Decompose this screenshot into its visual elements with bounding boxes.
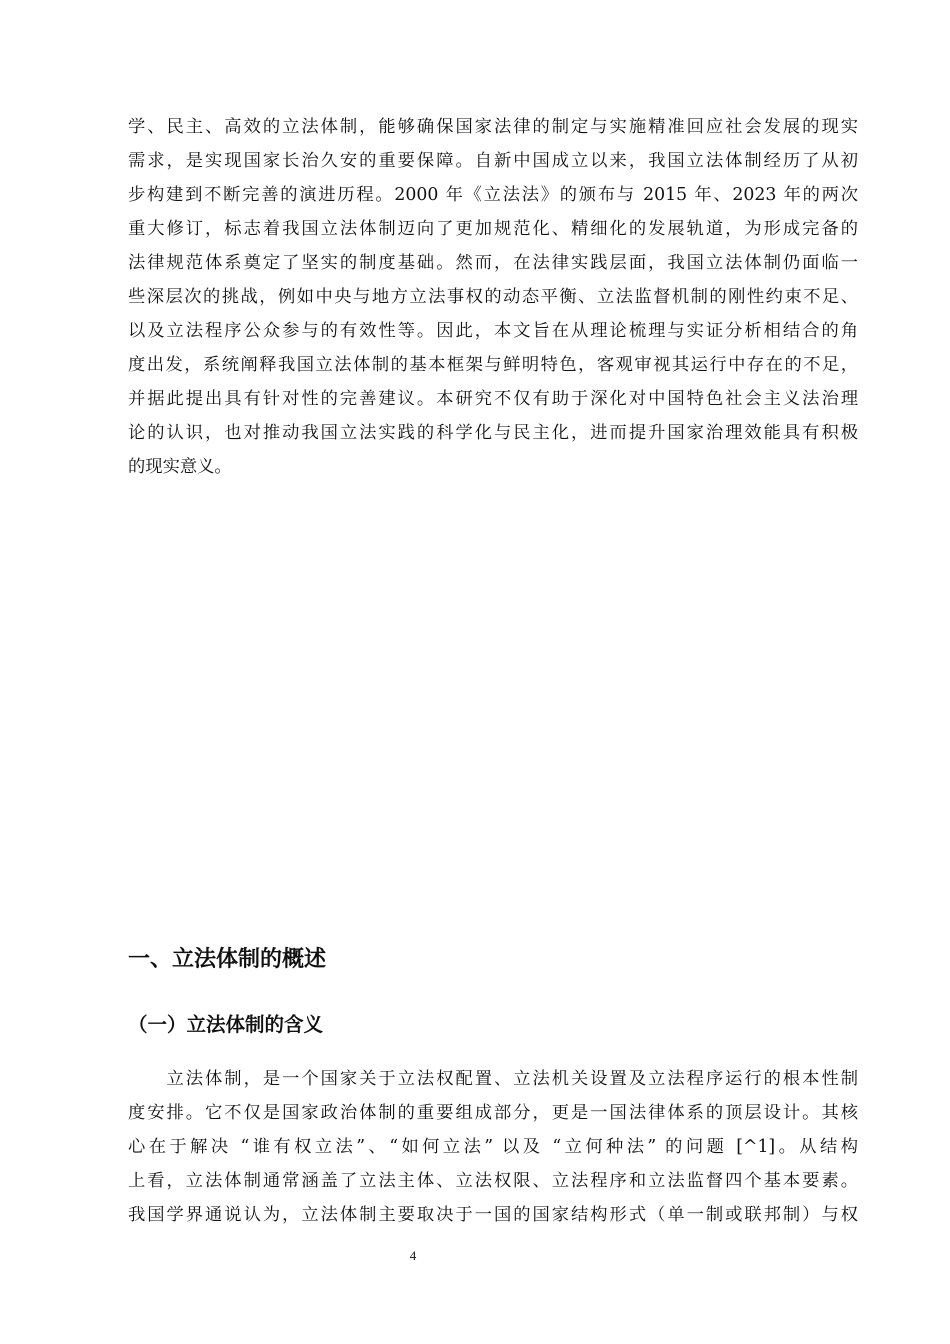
body-paragraph-line: 上看，立法体制通常涵盖了立法主体、立法权限、立法程序和立法监督四个基本要素。 (128, 1171, 858, 1191)
intro-paragraph-line: 些深层次的挑战，例如中央与地方立法事权的动态平衡、立法监督机制的刚性约束不足、 (128, 287, 858, 307)
intro-paragraph-line: 法律规范体系奠定了坚实的制度基础。然而，在法律实践层面，我国立法体制仍面临一 (128, 253, 858, 273)
intro-paragraph-line: 论的认识，也对推动我国立法实践的科学化与民主化，进而提升国家治理效能具有积极 (128, 423, 858, 443)
body-paragraph-line: 我国学界通说认为，立法体制主要取决于一国的国家结构形式（单一制或联邦制）与权 (128, 1205, 858, 1225)
intro-paragraph-line: 重大修订，标志着我国立法体制迈向了更加规范化、精细化的发展轨道，为形成完备的 (128, 219, 858, 239)
section-heading: 一、立法体制的概述 (128, 947, 327, 972)
body-paragraph-line: 度安排。它不仅是国家政治体制的重要组成部分，更是一国法律体系的顶层设计。其核 (128, 1103, 858, 1123)
intro-paragraph-line: 度出发，系统阐释我国立法体制的基本框架与鲜明特色，客观审视其运行中存在的不足， (128, 355, 858, 375)
body-paragraph-line: 立法体制，是一个国家关于立法权配置、立法机关设置及立法程序运行的根本性制 (128, 1069, 858, 1089)
page-number: 4 (409, 1248, 417, 1263)
intro-paragraph-line: 学、民主、高效的立法体制，能够确保国家法律的制定与实施精准回应社会发展的现实 (128, 117, 858, 137)
intro-paragraph-line: 以及立法程序公众参与的有效性等。因此，本文旨在从理论梳理与实证分析相结合的角 (128, 321, 858, 341)
intro-paragraph-line: 并据此提出具有针对性的完善建议。本研究不仅有助于深化对中国特色社会主义法治理 (128, 389, 858, 409)
subsection-heading: （一）立法体制的含义 (128, 1013, 324, 1036)
intro-paragraph-line: 步构建到不断完善的演进历程。2000 年《立法法》的颁布与 2015 年、2023 年的两次 (128, 185, 858, 205)
body-paragraph-line: 心在于解决 “谁有权立法”、“如何立法” 以及 “立何种法” 的问题 [^1]。从结构 (128, 1137, 858, 1157)
intro-paragraph-line: 的现实意义。 (128, 457, 232, 477)
intro-paragraph-line: 需求，是实现国家长治久安的重要保障。自新中国成立以来，我国立法体制经历了从初 (128, 151, 858, 171)
